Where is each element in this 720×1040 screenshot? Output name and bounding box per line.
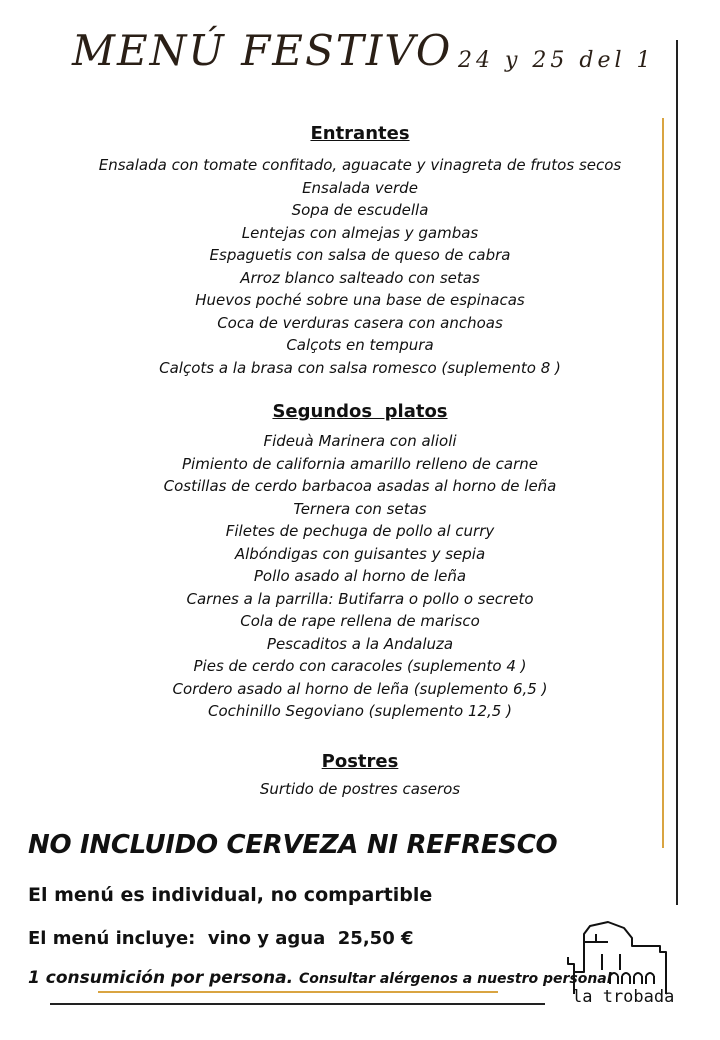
list-item: Calçots a la brasa con salsa romesco (suplemento 8 ) — [159, 358, 561, 377]
price-notice: El menú incluye: vino y agua 25,50 € — [28, 928, 414, 949]
list-item: Pimiento de california amarillo relleno de carne — [182, 454, 538, 473]
section-title: Postres — [321, 751, 399, 772]
list-item: Ternera con setas — [293, 499, 427, 518]
list-item: Surtido de postres caseros — [259, 780, 461, 798]
list-item: Filetes de pechuga de pollo al curry — [225, 522, 495, 540]
allergens-text: Consultar alérgenos a nuestro personal — [298, 971, 612, 987]
consumption-notice — [28, 968, 612, 988]
list-item: Espaguetis con salsa de queso de cabra — [209, 246, 511, 264]
gold-underline — [98, 991, 498, 993]
section-segundos — [0, 398, 720, 723]
consumption-text: 1 consumición por persona. — [28, 968, 294, 988]
not-included-notice: NO INCLUIDO CERVEZA NI REFRESCO — [28, 830, 558, 860]
list-item: Fideuà Marinera con alioli — [263, 432, 457, 450]
list-item: Huevos poché sobre una base de espinacas — [195, 291, 525, 309]
list-item: Pescaditos a la Andaluza — [266, 634, 454, 653]
list-item: Arroz blanco salteado con setas — [240, 268, 480, 287]
list-item: Cochinillo Segoviano (suplemento 12,5 ) — [208, 702, 512, 720]
list-item: Ensalada verde — [302, 178, 418, 197]
individual-notice: El menú es individual, no compartible — [28, 884, 433, 906]
menu-date: 24 y 25 del 1 — [458, 48, 655, 73]
list-item: Ensalada con tomate confitado, aguacate y vinagreta de frutos secos — [98, 156, 622, 174]
list-item: Lentejas con almejas y gambas — [241, 223, 479, 242]
list-item: Albóndigas con guisantes y sepia — [234, 544, 486, 563]
list-item: Costillas de cerdo barbacoa asadas al horno de leña — [163, 477, 557, 495]
entrantes-list — [0, 154, 720, 379]
menu-title: MENÚ FESTIVO — [72, 26, 453, 75]
section-title: Segundos platos — [272, 401, 448, 422]
postres-list — [0, 778, 720, 801]
list-item: Coca de verduras casera con anchoas — [217, 313, 503, 332]
section-postres — [0, 748, 720, 801]
list-item: Sopa de escudella — [291, 201, 429, 219]
segundos-list — [0, 430, 720, 723]
list-item: Pies de cerdo con caracoles (suplemento 4 ) — [193, 657, 527, 675]
list-item: Carnes a la parrilla: Butifarra o pollo o secreto — [186, 589, 534, 608]
section-entrantes — [0, 120, 720, 379]
section-title: Entrantes — [310, 123, 410, 144]
list-item: Cola de rape rellena de marisco — [240, 612, 480, 630]
bottom-rule — [50, 1003, 545, 1005]
list-item: Pollo asado al horno de leña — [253, 567, 467, 585]
list-item: Cordero asado al horno de leña (suplemento 6,5 ) — [172, 679, 548, 698]
logo-text: la trobada — [572, 987, 675, 1007]
list-item: Calçots en tempura — [286, 336, 434, 354]
